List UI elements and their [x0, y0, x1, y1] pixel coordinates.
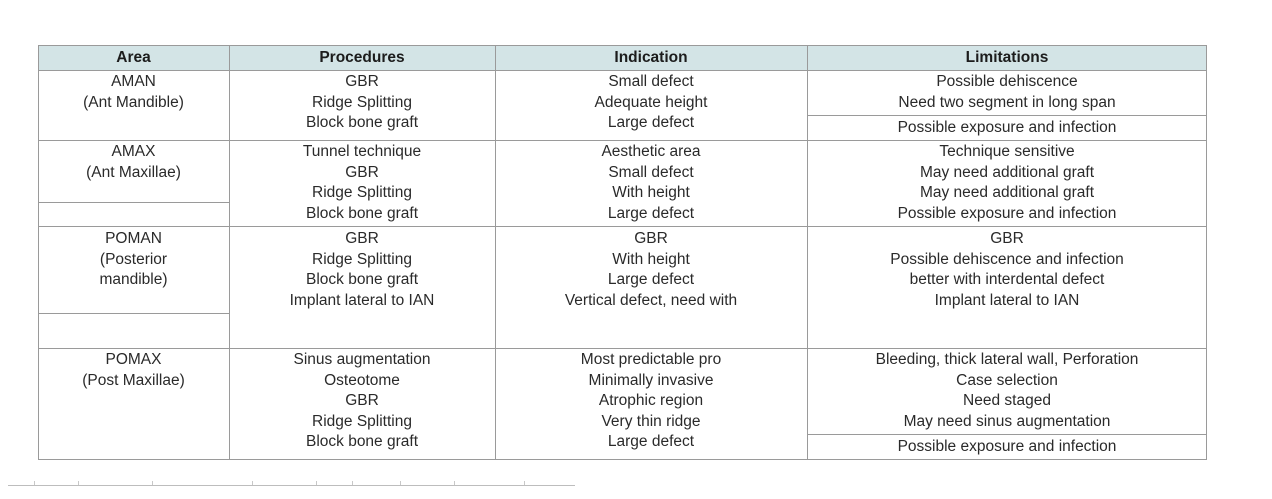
procedures-cell [229, 229, 495, 311]
rule [807, 115, 1207, 116]
limitations-extra-cell [807, 437, 1207, 458]
area-cell [38, 229, 229, 291]
area-cell [38, 72, 229, 113]
cell-line: Block bone graft [305, 204, 418, 222]
area-cell [38, 350, 229, 391]
cell-line: Atrophic region [598, 392, 704, 410]
cell-line: Need staged [963, 392, 1051, 410]
cell-line: Adequate height [594, 93, 708, 111]
limitations-cell [807, 142, 1207, 224]
cell-line: Large defect [607, 114, 695, 132]
cell-line: Case selection [956, 371, 1058, 389]
indication-cell [495, 72, 807, 134]
procedures-cell [229, 72, 495, 134]
header-indication: Indication [614, 49, 688, 66]
header-procedures: Procedures [319, 49, 405, 66]
cell-line: GBR [345, 163, 379, 181]
cell-line: (Ant Mandible) [83, 93, 184, 111]
comparison-table [38, 45, 1207, 460]
cell-line: GBR [345, 392, 379, 410]
cell-line: Sinus augmentation [293, 351, 431, 368]
cell-line: (Post Maxillae) [82, 371, 185, 389]
cell-line: With height [612, 250, 690, 268]
indication-cell [495, 229, 807, 311]
cell-line: mandible) [99, 271, 168, 289]
cell-line: Large defect [607, 433, 695, 451]
cell-line: Ridge Splitting [312, 412, 412, 430]
cell-line: Osteotome [324, 371, 400, 389]
cell-line: Very thin ridge [601, 412, 701, 430]
footer-tick [454, 481, 455, 485]
indication-cell [495, 350, 807, 453]
cell-line: Tunnel technique [302, 143, 422, 160]
cell-line: Need two segment in long span [898, 93, 1116, 111]
cell-line: GBR [634, 230, 668, 247]
cell-line: better with interdental defect [909, 271, 1105, 289]
limitations-extra-cell [807, 118, 1207, 139]
cell-line: With height [612, 184, 690, 202]
cell-line: Small defect [608, 73, 694, 90]
rule [38, 140, 1207, 141]
cell-line: Aesthetic area [601, 143, 701, 160]
area-cell [38, 142, 229, 183]
procedures-cell [229, 350, 495, 453]
cell-line: Ridge Splitting [312, 93, 412, 111]
rule [38, 313, 229, 314]
header-limitations: Limitations [965, 49, 1049, 66]
cell-line: Ridge Splitting [312, 250, 412, 268]
footer-rule [8, 485, 575, 486]
cell-line: Block bone graft [305, 433, 418, 451]
cell-line: Ridge Splitting [312, 184, 412, 202]
cell-line: May need additional graft [919, 184, 1095, 202]
cell-line: POMAX [105, 351, 162, 368]
footer-tick [252, 481, 253, 485]
cell-line: POMAN [105, 230, 162, 247]
cell-line: GBR [345, 230, 379, 247]
cell-line: Large defect [607, 204, 695, 222]
rule [38, 70, 1207, 71]
cell-line: Possible exposure and infection [897, 204, 1117, 222]
footer-tick [34, 481, 35, 485]
limitations-cell [807, 72, 1207, 113]
cell-line: GBR [345, 73, 379, 90]
header-area: Area [116, 49, 151, 66]
cell-line: Possible exposure and infection [897, 119, 1117, 136]
rule [38, 226, 1207, 227]
cell-line: Large defect [607, 271, 695, 289]
footer-tick [316, 481, 317, 485]
cell-line: (Posterior [99, 250, 168, 268]
cell-line: GBR [990, 230, 1024, 247]
cell-line: Small defect [608, 163, 694, 181]
cell-line: AMAN [111, 73, 156, 90]
limitations-cell [807, 229, 1207, 311]
cell-line: Block bone graft [305, 114, 418, 132]
cell-line: AMAX [111, 143, 156, 160]
footer-tick [152, 481, 153, 485]
rule [807, 434, 1207, 435]
cell-line: May need sinus augmentation [903, 412, 1111, 430]
cell-line: Possible dehiscence and infection [890, 250, 1124, 268]
cell-line: Minimally invasive [588, 371, 714, 389]
cell-line: Block bone graft [305, 271, 418, 289]
footer-tick [78, 481, 79, 485]
cell-line: Most predictable pro [580, 351, 722, 368]
cell-line: Possible exposure and infection [897, 438, 1117, 455]
indication-cell [495, 142, 807, 224]
footer-tick [400, 481, 401, 485]
cell-line: Implant lateral to IAN [934, 291, 1080, 309]
rule [38, 459, 1207, 460]
cell-line: Technique sensitive [939, 143, 1075, 160]
cell-line: Bleeding, thick lateral wall, Perforation [875, 351, 1139, 368]
limitations-cell [807, 350, 1207, 432]
cell-line: (Ant Maxillae) [86, 163, 181, 181]
cell-line: May need additional graft [919, 163, 1095, 181]
rule [38, 348, 1207, 349]
rule [38, 202, 229, 203]
procedures-cell [229, 142, 495, 224]
cell-line: Implant lateral to IAN [289, 291, 435, 309]
cell-line: Possible dehiscence [936, 73, 1078, 90]
footer-tick [352, 481, 353, 485]
cell-line: Vertical defect, need with [564, 291, 738, 309]
footer-tick [524, 481, 525, 485]
